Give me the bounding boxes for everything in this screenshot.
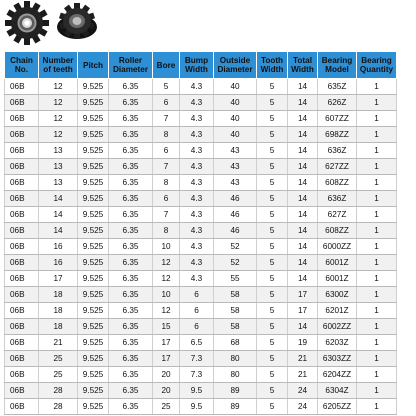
sprocket-front-icon (4, 0, 50, 46)
table-cell: 5 (257, 95, 288, 111)
table-row (5, 239, 397, 255)
table-cell: 17 (153, 351, 180, 367)
table-cell: 1 (357, 159, 397, 175)
table-cell: 4.3 (180, 191, 214, 207)
table-body (5, 79, 397, 415)
table-cell: 1 (357, 239, 397, 255)
table-cell: 24 (288, 399, 318, 415)
table-cell: 43 (214, 143, 257, 159)
table-cell: 5 (257, 367, 288, 383)
table-cell: 06B (5, 79, 39, 95)
table-cell: 1 (357, 95, 397, 111)
table-cell: 6.35 (109, 111, 153, 127)
table-cell: 6.5 (180, 335, 214, 351)
table-cell: 58 (214, 303, 257, 319)
table-row (5, 335, 397, 351)
table-cell: 8 (153, 223, 180, 239)
table-cell: 5 (257, 223, 288, 239)
table-cell: 25 (39, 351, 78, 367)
table-cell: 6.35 (109, 207, 153, 223)
table-cell: 6.35 (109, 127, 153, 143)
table-cell: 1 (357, 351, 397, 367)
table-cell: 6001Z (318, 271, 357, 287)
table-cell: 10 (153, 287, 180, 303)
table-cell: 18 (39, 287, 78, 303)
table-cell: 626Z (318, 95, 357, 111)
table-cell: 9.525 (78, 207, 109, 223)
table-cell: 6.35 (109, 367, 153, 383)
product-photo-area (0, 0, 416, 48)
table-cell: 5 (257, 159, 288, 175)
table-cell: 5 (257, 255, 288, 271)
table-cell: 1 (357, 367, 397, 383)
table-cell: 5 (257, 175, 288, 191)
table-cell: 68 (214, 335, 257, 351)
table-cell: 40 (214, 111, 257, 127)
sprocket-side-icon (52, 0, 102, 46)
table-cell: 9.525 (78, 95, 109, 111)
table-row (5, 271, 397, 287)
table-cell: 636Z (318, 191, 357, 207)
table-cell: 18 (39, 303, 78, 319)
table-cell: 7 (153, 159, 180, 175)
table-cell: 9.525 (78, 111, 109, 127)
table-cell: 14 (288, 143, 318, 159)
table-cell: 1 (357, 143, 397, 159)
table-cell: 6300Z (318, 287, 357, 303)
table-cell: 89 (214, 383, 257, 399)
table-cell: 5 (257, 303, 288, 319)
spec-table (4, 51, 397, 415)
table-cell: 6.35 (109, 271, 153, 287)
header-cell: Bump Width (180, 52, 214, 79)
table-cell: 25 (153, 399, 180, 415)
table-cell: 40 (214, 127, 257, 143)
table-cell: 14 (288, 111, 318, 127)
table-cell: 24 (288, 383, 318, 399)
table-cell: 1 (357, 207, 397, 223)
table-cell: 9.525 (78, 271, 109, 287)
header-cell: Pitch (78, 52, 109, 79)
table-row (5, 143, 397, 159)
table-cell: 06B (5, 95, 39, 111)
table-cell: 4.3 (180, 127, 214, 143)
table-cell: 06B (5, 175, 39, 191)
table-cell: 1 (357, 255, 397, 271)
table-cell: 698ZZ (318, 127, 357, 143)
header-cell: Bore (153, 52, 180, 79)
table-cell: 80 (214, 351, 257, 367)
table-cell: 40 (214, 95, 257, 111)
table-cell: 6.35 (109, 399, 153, 415)
table-cell: 6303ZZ (318, 351, 357, 367)
table-cell: 40 (214, 79, 257, 95)
table-cell: 6.35 (109, 351, 153, 367)
table-cell: 5 (257, 143, 288, 159)
table-cell: 6.35 (109, 79, 153, 95)
table-cell: 06B (5, 143, 39, 159)
table-cell: 5 (257, 111, 288, 127)
table-cell: 14 (288, 319, 318, 335)
table-cell: 6204ZZ (318, 367, 357, 383)
table-cell: 5 (257, 287, 288, 303)
table-cell: 06B (5, 287, 39, 303)
table-cell: 9.525 (78, 303, 109, 319)
table-cell: 14 (288, 175, 318, 191)
header-cell: Total Width (288, 52, 318, 79)
table-cell: 1 (357, 175, 397, 191)
table-cell: 1 (357, 287, 397, 303)
table-cell: 6205ZZ (318, 399, 357, 415)
table-cell: 06B (5, 223, 39, 239)
table-row (5, 191, 397, 207)
table-cell: 5 (257, 79, 288, 95)
table-cell: 6.35 (109, 335, 153, 351)
table-cell: 608ZZ (318, 175, 357, 191)
table-cell: 1 (357, 111, 397, 127)
table-cell: 6201Z (318, 303, 357, 319)
table-cell: 1 (357, 303, 397, 319)
table-cell: 12 (39, 111, 78, 127)
table-cell: 28 (39, 383, 78, 399)
table-cell: 4.3 (180, 175, 214, 191)
table-cell: 20 (153, 383, 180, 399)
table-cell: 13 (39, 175, 78, 191)
table-cell: 46 (214, 223, 257, 239)
table-cell: 9.525 (78, 127, 109, 143)
header-cell: Number of teeth (39, 52, 78, 79)
table-cell: 7 (153, 207, 180, 223)
table-cell: 12 (153, 271, 180, 287)
table-cell: 06B (5, 319, 39, 335)
table-cell: 14 (288, 95, 318, 111)
table-cell: 9.525 (78, 335, 109, 351)
table-cell: 9.525 (78, 255, 109, 271)
table-cell: 6 (153, 95, 180, 111)
table-cell: 608ZZ (318, 223, 357, 239)
table-cell: 46 (214, 191, 257, 207)
table-cell: 58 (214, 287, 257, 303)
table-cell: 21 (288, 367, 318, 383)
table-cell: 9.525 (78, 223, 109, 239)
table-cell: 14 (288, 239, 318, 255)
table-cell: 4.3 (180, 255, 214, 271)
header-row (5, 52, 397, 79)
table-cell: 9.525 (78, 239, 109, 255)
table-cell: 6 (180, 287, 214, 303)
header-cell: Roller Diameter (109, 52, 153, 79)
table-cell: 15 (153, 319, 180, 335)
table-cell: 14 (288, 191, 318, 207)
table-cell: 9.525 (78, 351, 109, 367)
table-cell: 18 (39, 319, 78, 335)
table-cell: 14 (288, 159, 318, 175)
table-cell: 6.35 (109, 143, 153, 159)
table-cell: 9.525 (78, 143, 109, 159)
table-row (5, 383, 397, 399)
header-cell: Bearing Model (318, 52, 357, 79)
table-cell: 17 (288, 287, 318, 303)
table-cell: 14 (39, 191, 78, 207)
table-cell: 52 (214, 239, 257, 255)
table-cell: 06B (5, 271, 39, 287)
table-cell: 6.35 (109, 383, 153, 399)
table-cell: 1 (357, 223, 397, 239)
table-cell: 12 (39, 95, 78, 111)
table-cell: 7.3 (180, 351, 214, 367)
table-cell: 12 (153, 255, 180, 271)
table-cell: 52 (214, 255, 257, 271)
table-row (5, 223, 397, 239)
table-cell: 636Z (318, 143, 357, 159)
table-row (5, 399, 397, 415)
table-cell: 5 (257, 271, 288, 287)
table-cell: 1 (357, 383, 397, 399)
table-cell: 6 (180, 319, 214, 335)
table-cell: 6203Z (318, 335, 357, 351)
table-cell: 6.35 (109, 319, 153, 335)
table-cell: 89 (214, 399, 257, 415)
table-cell: 5 (153, 79, 180, 95)
table-cell: 55 (214, 271, 257, 287)
table-cell: 1 (357, 127, 397, 143)
table-cell: 5 (257, 191, 288, 207)
table-cell: 5 (257, 207, 288, 223)
table-cell: 4.3 (180, 95, 214, 111)
table-cell: 5 (257, 239, 288, 255)
table-cell: 21 (39, 335, 78, 351)
table-cell: 20 (153, 367, 180, 383)
table-cell: 5 (257, 335, 288, 351)
table-cell: 13 (39, 159, 78, 175)
table-cell: 06B (5, 207, 39, 223)
table-cell: 8 (153, 175, 180, 191)
table-cell: 6.35 (109, 223, 153, 239)
table-cell: 6.35 (109, 191, 153, 207)
table-cell: 06B (5, 255, 39, 271)
table-cell: 13 (39, 143, 78, 159)
table-cell: 14 (288, 207, 318, 223)
table-cell: 9.5 (180, 383, 214, 399)
table-cell: 17 (39, 271, 78, 287)
table-cell: 6.35 (109, 175, 153, 191)
table-cell: 28 (39, 399, 78, 415)
table-cell: 6 (180, 303, 214, 319)
table-cell: 6 (153, 143, 180, 159)
table-cell: 6.35 (109, 303, 153, 319)
table-row (5, 351, 397, 367)
table-cell: 58 (214, 319, 257, 335)
table-cell: 4.3 (180, 271, 214, 287)
table-cell: 12 (39, 79, 78, 95)
table-cell: 627Z (318, 207, 357, 223)
table-cell: 06B (5, 367, 39, 383)
table-cell: 4.3 (180, 239, 214, 255)
table-cell: 06B (5, 335, 39, 351)
table-cell: 06B (5, 191, 39, 207)
table-cell: 8 (153, 127, 180, 143)
table-cell: 4.3 (180, 207, 214, 223)
table-cell: 14 (288, 271, 318, 287)
header-cell: Outside Diameter (214, 52, 257, 79)
table-cell: 4.3 (180, 223, 214, 239)
table-cell: 6304Z (318, 383, 357, 399)
table-row (5, 303, 397, 319)
table-row (5, 255, 397, 271)
header-cell: Chain No. (5, 52, 39, 79)
header-cell: Bearing Quantity (357, 52, 397, 79)
table-cell: 6001Z (318, 255, 357, 271)
table-cell: 5 (257, 351, 288, 367)
table-cell: 6000ZZ (318, 239, 357, 255)
table-cell: 6 (153, 191, 180, 207)
table-cell: 06B (5, 351, 39, 367)
table-cell: 80 (214, 367, 257, 383)
table-row (5, 95, 397, 111)
table-cell: 4.3 (180, 159, 214, 175)
table-cell: 06B (5, 383, 39, 399)
table-cell: 607ZZ (318, 111, 357, 127)
table-cell: 14 (288, 223, 318, 239)
table-cell: 9.525 (78, 191, 109, 207)
table-cell: 7 (153, 111, 180, 127)
table-cell: 6.35 (109, 287, 153, 303)
table-cell: 43 (214, 175, 257, 191)
table-cell: 46 (214, 207, 257, 223)
table-cell: 12 (153, 303, 180, 319)
table-cell: 19 (288, 335, 318, 351)
table-cell: 10 (153, 239, 180, 255)
table-row (5, 207, 397, 223)
table-cell: 9.525 (78, 399, 109, 415)
table-cell: 06B (5, 303, 39, 319)
table-cell: 06B (5, 159, 39, 175)
table-cell: 4.3 (180, 111, 214, 127)
table-cell: 1 (357, 79, 397, 95)
table-cell: 6.35 (109, 95, 153, 111)
table-cell: 1 (357, 335, 397, 351)
table-row (5, 367, 397, 383)
table-cell: 17 (288, 303, 318, 319)
table-cell: 6.35 (109, 159, 153, 175)
table-cell: 9.525 (78, 159, 109, 175)
table-cell: 6.35 (109, 255, 153, 271)
table-cell: 9.525 (78, 367, 109, 383)
table-cell: 06B (5, 111, 39, 127)
table-row (5, 111, 397, 127)
table-cell: 1 (357, 271, 397, 287)
table-cell: 12 (39, 127, 78, 143)
table-cell: 5 (257, 127, 288, 143)
table-cell: 43 (214, 159, 257, 175)
table-cell: 9.525 (78, 175, 109, 191)
table-row (5, 127, 397, 143)
table-cell: 14 (39, 207, 78, 223)
table-row (5, 319, 397, 335)
table-row (5, 79, 397, 95)
table-cell: 1 (357, 399, 397, 415)
table-cell: 6.35 (109, 239, 153, 255)
table-cell: 06B (5, 127, 39, 143)
table-row (5, 287, 397, 303)
table-cell: 5 (257, 399, 288, 415)
table-cell: 635Z (318, 79, 357, 95)
table-cell: 14 (288, 79, 318, 95)
table-cell: 14 (39, 223, 78, 239)
table-cell: 06B (5, 399, 39, 415)
table-cell: 4.3 (180, 79, 214, 95)
table-cell: 6002ZZ (318, 319, 357, 335)
table-cell: 17 (153, 335, 180, 351)
table-cell: 25 (39, 367, 78, 383)
table-cell: 627ZZ (318, 159, 357, 175)
table-cell: 06B (5, 239, 39, 255)
table-cell: 9.525 (78, 79, 109, 95)
table-cell: 16 (39, 239, 78, 255)
table-cell: 9.525 (78, 287, 109, 303)
table-cell: 14 (288, 127, 318, 143)
table-cell: 1 (357, 319, 397, 335)
table-cell: 7.3 (180, 367, 214, 383)
table-cell: 14 (288, 255, 318, 271)
table-cell: 9.525 (78, 383, 109, 399)
table-row (5, 159, 397, 175)
table-cell: 1 (357, 191, 397, 207)
table-cell: 5 (257, 383, 288, 399)
table-cell: 4.3 (180, 143, 214, 159)
table-cell: 21 (288, 351, 318, 367)
table-cell: 9.525 (78, 319, 109, 335)
table-row (5, 175, 397, 191)
table-cell: 16 (39, 255, 78, 271)
table-cell: 9.5 (180, 399, 214, 415)
table-cell: 5 (257, 319, 288, 335)
header-cell: Tooth Width (257, 52, 288, 79)
